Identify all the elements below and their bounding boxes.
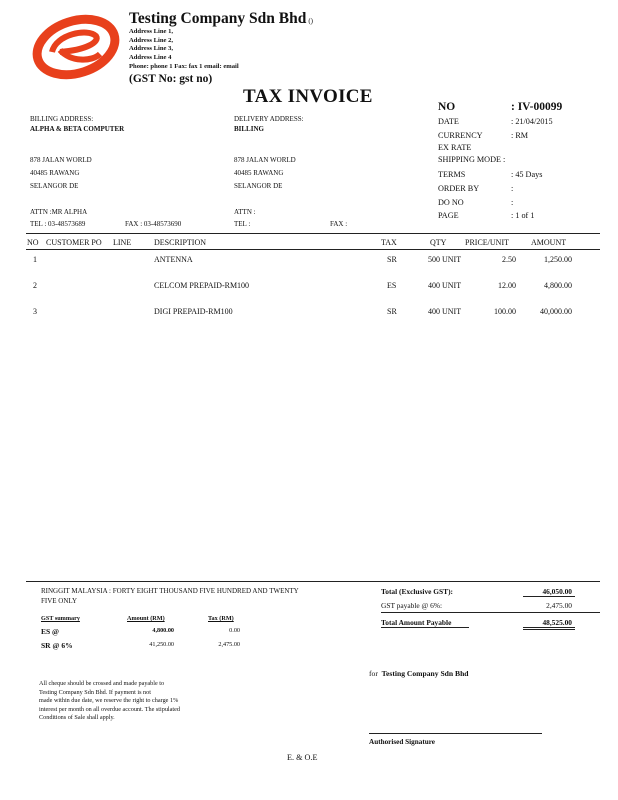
company-contact: Phone: phone 1 Fax: fax 1 email: email (129, 62, 239, 70)
meta-value-currency: : RM (511, 131, 529, 140)
terms-line: Testing Company Sdn Bhd. If payment is not (39, 688, 151, 696)
col-header-tax: TAX (381, 238, 397, 247)
col-header-description: DESCRIPTION (154, 238, 207, 247)
row-qty: 500 UNIT (428, 255, 462, 264)
meta-value-date: : 21/04/2015 (511, 117, 553, 126)
col-header-customer-po: CUSTOMER PO (46, 238, 102, 247)
gst-summary-tax: 2,475.00 (218, 641, 240, 648)
gst-summary-code: SR @ 6% (41, 641, 73, 650)
billing-tel: TEL : 03-48573689 (30, 220, 86, 228)
meta-label-currency: CURRENCY (438, 131, 483, 140)
meta-label-order-by: ORDER BY (438, 184, 480, 193)
billing-name: ALPHA & BETA COMPUTER (30, 125, 125, 133)
billing-heading: BILLING ADDRESS: (30, 115, 94, 123)
address-line: Address Line 1, (129, 28, 174, 35)
totals-rule (381, 612, 600, 613)
row-price: 2.50 (502, 255, 516, 264)
billing-address-line: SELANGOR DE (30, 182, 79, 190)
company-gst-no: (GST No: gst no) (129, 73, 213, 85)
gst-amount-header: Amount (RM) (127, 615, 165, 622)
delivery-name: BILLING (234, 125, 264, 133)
total-payable-underline-1 (523, 627, 575, 628)
row-price: 100.00 (494, 307, 516, 316)
company-address (129, 28, 239, 72)
row-tax: ES (387, 281, 397, 290)
terms-line: made within due date, we reserve the right to charge 1% (39, 697, 179, 704)
company-reg-no: () (308, 17, 313, 25)
total-exclusive-label: Total (Exclusive GST): (381, 587, 453, 596)
document-title: TAX INVOICE (243, 86, 373, 107)
delivery-fax: FAX : (330, 220, 348, 228)
gst-summary-header: GST summary (41, 615, 80, 622)
row-amount: 1,250.00 (544, 255, 572, 264)
meta-label-page: PAGE (438, 211, 459, 220)
row-amount: 4,800.00 (544, 281, 572, 290)
table-top-rule (26, 233, 600, 234)
total-payable-value: 48,525.00 (542, 618, 572, 627)
gst-payable-label: GST payable @ 6%: (381, 601, 443, 610)
total-payable-label: Total Amount Payable (381, 618, 452, 627)
row-no: 2 (33, 281, 37, 290)
row-no: 1 (33, 255, 37, 264)
company-logo (30, 14, 122, 80)
delivery-address-line: 878 JALAN WORLD (234, 156, 296, 164)
row-description: DIGI PREPAID-RM100 (154, 307, 233, 316)
row-tax: SR (387, 307, 397, 316)
delivery-address-line: SELANGOR DE (234, 182, 283, 190)
row-qty: 400 UNIT (428, 281, 462, 290)
total-exclusive-value: 46,050.00 (542, 587, 572, 596)
meta-label-shipping: SHIPPING MODE : (438, 155, 506, 164)
meta-value-order-by: : (511, 184, 514, 193)
col-header-line: LINE (113, 238, 132, 247)
billing-address-line: 40485 RAWANG (30, 169, 80, 177)
amount-in-words-line: FIVE ONLY (41, 597, 78, 605)
gst-summary-amount: 4,800.00 (152, 627, 174, 634)
for-company-name: Testing Company Sdn Bhd (381, 669, 469, 678)
meta-value-terms: : 45 Days (511, 170, 543, 179)
total-payable-label-underline (381, 627, 469, 628)
meta-value-page: : 1 of 1 (511, 211, 535, 220)
delivery-tel: TEL : (234, 220, 251, 228)
payment-terms (39, 680, 180, 723)
row-description: CELCOM PREPAID-RM100 (154, 281, 250, 290)
errors-omissions: E. & O.E (287, 753, 318, 762)
meta-label-do-no: DO NO (438, 198, 464, 207)
address-line: Address Line 2, (129, 36, 174, 44)
row-amount: 40,000.00 (540, 307, 572, 316)
terms-line: All cheque should be crossed and made payable to (39, 680, 165, 687)
authorised-signature: Authorised Signature (369, 738, 435, 746)
delivery-heading: DELIVERY ADDRESS: (234, 115, 304, 123)
address-line: Address Line 3, (129, 45, 174, 53)
gst-tax-header: Tax (RM) (208, 615, 234, 622)
col-header-qty: QTY (430, 238, 447, 247)
billing-address-line: 878 JALAN WORLD (30, 156, 92, 164)
gst-summary-amount: 41,250.00 (149, 641, 174, 648)
for-company: for Testing Company Sdn Bhd (369, 669, 469, 678)
row-description: ANTENNA (154, 255, 193, 264)
row-price: 12.00 (498, 281, 516, 290)
gst-payable-value: 2,475.00 (546, 601, 572, 610)
col-header-amount: AMOUNT (531, 238, 567, 247)
col-header-price: PRICE/UNIT (465, 238, 509, 247)
invoice-no-value: : IV-00099 (511, 101, 563, 113)
summary-top-rule (26, 581, 600, 582)
meta-value-do-no: : (511, 198, 514, 207)
billing-fax: FAX : 03-48573690 (125, 220, 182, 228)
meta-label-date: DATE (438, 117, 459, 126)
signature-line (369, 733, 542, 734)
meta-label-terms: TERMS (438, 170, 466, 179)
company-name: Testing Company Sdn Bhd () (129, 10, 313, 27)
meta-label-ex-rate: EX RATE (438, 143, 472, 152)
billing-attn: ATTN :MR ALPHA (30, 208, 88, 216)
col-header-no: NO (27, 238, 39, 247)
row-tax: SR (387, 255, 397, 264)
delivery-address-line: 40485 RAWANG (234, 169, 284, 177)
total-payable-underline-2 (523, 629, 575, 630)
row-no: 3 (33, 307, 37, 316)
terms-line: interest per month on all overdue account. The stipulated (39, 705, 180, 713)
gst-summary-code: ES @ (41, 627, 60, 636)
gst-summary-tax: 0.00 (229, 627, 240, 634)
delivery-attn: ATTN : (234, 208, 256, 216)
amount-in-words-line: RINGGIT MALAYSIA : FORTY EIGHT THOUSAND FIVE HUNDRED AND TWENTY (41, 587, 299, 595)
total-exclusive-underline (523, 596, 575, 597)
invoice-no-label: NO (438, 101, 456, 113)
address-line: Address Line 4 (129, 54, 172, 62)
table-header-rule (26, 249, 600, 250)
row-qty: 400 UNIT (428, 307, 462, 316)
terms-line: Conditions of Sale shall apply. (39, 714, 115, 721)
